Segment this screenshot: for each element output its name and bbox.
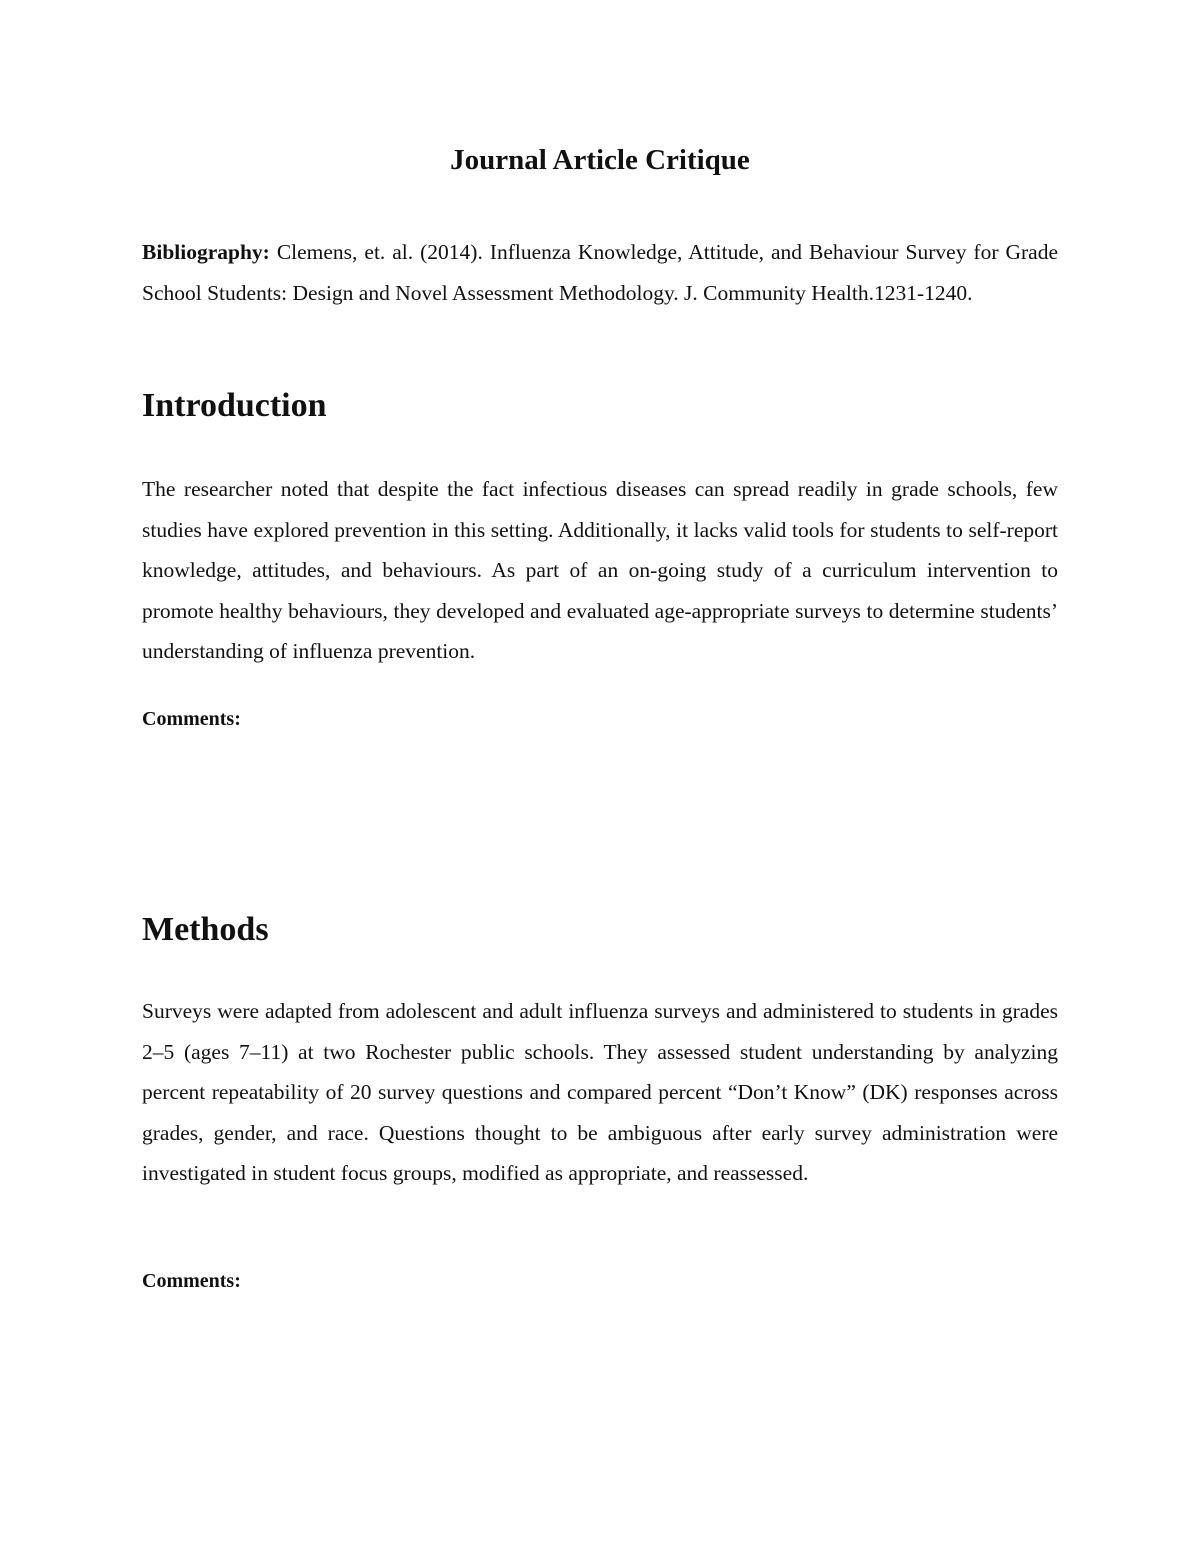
introduction-comments-label: Comments:: [142, 708, 241, 730]
methods-heading: Methods: [142, 911, 269, 948]
introduction-body: The researcher noted that despite the fact infectious diseases can spread readily in grade schools, few studies have explored prevention in this setting. Additionally, it lacks valid tools for students to self-report knowledge, attitudes, and behaviours. As part of an on-going study of a curriculum intervention to promote healthy behaviours, they developed and evaluated age-appropriate surveys to determine students’ understanding of influenza prevention.: [142, 477, 1058, 664]
methods-body: Surveys were adapted from adolescent and adult influenza surveys and administered to students in grades 2–5 (ages 7–11) at two Rochester public schools. They assessed student understanding by analyzing percent repeatability of 20 survey questions and compared percent “Don’t Know” (DK) responses across grades, gender, and race. Questions thought to be ambiguous after early survey administration were investigated in student focus groups, modified as appropriate, and reassessed.: [142, 999, 1058, 1186]
introduction-heading: Introduction: [142, 387, 327, 424]
bibliography-paragraph: [142, 232, 1058, 313]
document-title: Journal Article Critique: [450, 144, 750, 176]
bibliography-label: Bibliography:: [142, 240, 270, 264]
methods-comments-label: Comments:: [142, 1270, 241, 1292]
bibliography-text: Clemens, et. al. (2014). Influenza Knowledge, Attitude, and Behaviour Survey for Grade School Students: Design and Novel Assessment Methodology. J. Community Health.1231-1240.: [142, 240, 1058, 305]
